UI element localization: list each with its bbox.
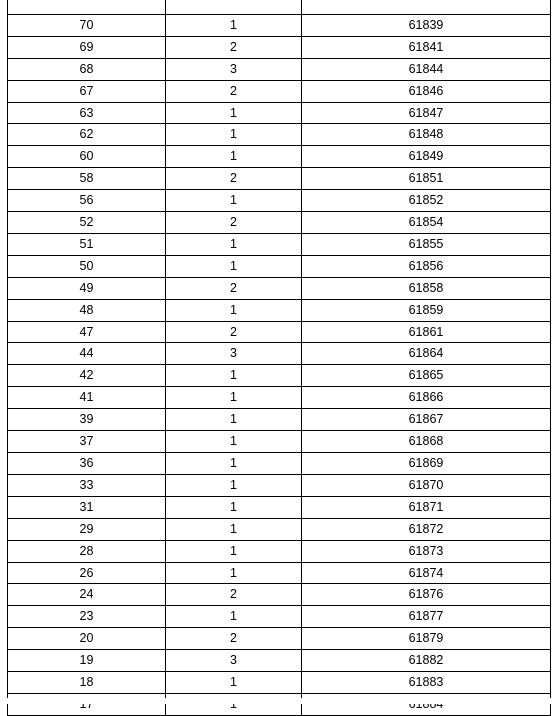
table-row	[8, 628, 551, 650]
table-cell: 61867	[302, 409, 551, 431]
table-row	[8, 124, 551, 146]
table-cell: 1	[166, 365, 302, 387]
table-cell: 51	[8, 233, 166, 255]
score-table	[7, 0, 551, 716]
table-cell: 61854	[302, 212, 551, 234]
table-cell: 1	[166, 562, 302, 584]
table-cell: 68	[8, 58, 166, 80]
table-cell: 37	[8, 431, 166, 453]
table-cell: 63	[8, 102, 166, 124]
table-cell: 28	[8, 540, 166, 562]
table-row	[8, 233, 551, 255]
table-cell: 1	[166, 255, 302, 277]
table-row	[8, 540, 551, 562]
table-cell: 1	[166, 474, 302, 496]
table-cell: 19	[8, 650, 166, 672]
table-cell: 3	[166, 650, 302, 672]
table-cell: 1	[166, 102, 302, 124]
table-row	[8, 474, 551, 496]
table-cell	[166, 693, 302, 715]
table-body	[8, 0, 551, 715]
score-table-container	[7, 0, 550, 696]
table-cell: 61870	[302, 474, 551, 496]
table-row	[8, 672, 551, 694]
table-cell: 61847	[302, 102, 551, 124]
table-row	[8, 255, 551, 277]
table-cell: 39	[8, 409, 166, 431]
table-cell: 61872	[302, 518, 551, 540]
table-cell: 61871	[302, 496, 551, 518]
table-row	[8, 431, 551, 453]
table-cell: 67	[8, 80, 166, 102]
table-row	[8, 190, 551, 212]
table-cell: 61865	[302, 365, 551, 387]
table-cell: 31	[8, 496, 166, 518]
table-cell: 29	[8, 518, 166, 540]
table-cell: 61874	[302, 562, 551, 584]
table-row	[8, 409, 551, 431]
table-cell: 47	[8, 321, 166, 343]
table-cell	[302, 0, 551, 14]
table-cell: 1	[166, 190, 302, 212]
table-cell: 42	[8, 365, 166, 387]
table-cell: 61866	[302, 387, 551, 409]
table-row	[8, 606, 551, 628]
table-cell: 49	[8, 277, 166, 299]
table-cell: 61858	[302, 277, 551, 299]
table-cell	[8, 693, 166, 715]
table-row	[8, 496, 551, 518]
table-cell: 61869	[302, 453, 551, 475]
table-row	[8, 80, 551, 102]
table-cell: 1	[166, 124, 302, 146]
bottom-edge	[0, 698, 556, 704]
table-cell: 2	[166, 584, 302, 606]
table-cell: 61879	[302, 628, 551, 650]
table-cell: 2	[166, 277, 302, 299]
table-cell: 52	[8, 212, 166, 234]
table-row	[8, 212, 551, 234]
table-cell: 61848	[302, 124, 551, 146]
table-cell: 56	[8, 190, 166, 212]
table-cell: 1	[166, 409, 302, 431]
table-cell: 61855	[302, 233, 551, 255]
table-cell: 1	[166, 233, 302, 255]
table-row	[8, 146, 551, 168]
table-cell: 2	[166, 321, 302, 343]
table-cell: 33	[8, 474, 166, 496]
table-cell: 61839	[302, 14, 551, 36]
table-cell: 61841	[302, 36, 551, 58]
table-row	[8, 650, 551, 672]
table-cell: 1	[166, 431, 302, 453]
table-row-clipped	[8, 0, 551, 14]
table-cell: 61864	[302, 343, 551, 365]
table-cell: 23	[8, 606, 166, 628]
table-cell: 62	[8, 124, 166, 146]
table-row	[8, 277, 551, 299]
table-cell: 18	[8, 672, 166, 694]
table-cell: 70	[8, 14, 166, 36]
table-cell: 61868	[302, 431, 551, 453]
table-cell: 61877	[302, 606, 551, 628]
table-cell: 61883	[302, 672, 551, 694]
table-row	[8, 168, 551, 190]
table-cell: 1	[166, 606, 302, 628]
table-cell: 44	[8, 343, 166, 365]
table-cell: 61844	[302, 58, 551, 80]
table-row	[8, 387, 551, 409]
table-cell: 60	[8, 146, 166, 168]
table-row	[8, 299, 551, 321]
table-cell: 2	[166, 168, 302, 190]
table-cell: 3	[166, 343, 302, 365]
table-cell: 58	[8, 168, 166, 190]
table-cell: 41	[8, 387, 166, 409]
table-cell	[8, 0, 166, 14]
table-cell: 3	[166, 58, 302, 80]
table-cell: 61849	[302, 146, 551, 168]
table-row	[8, 14, 551, 36]
table-row	[8, 584, 551, 606]
table-cell: 1	[166, 672, 302, 694]
table-cell: 2	[166, 212, 302, 234]
table-row	[8, 321, 551, 343]
table-cell: 61856	[302, 255, 551, 277]
table-cell: 1	[166, 146, 302, 168]
table-cell: 61859	[302, 299, 551, 321]
table-cell: 1	[166, 496, 302, 518]
table-cell: 26	[8, 562, 166, 584]
table-row	[8, 343, 551, 365]
table-cell: 36	[8, 453, 166, 475]
table-cell: 61882	[302, 650, 551, 672]
table-cell: 48	[8, 299, 166, 321]
table-cell: 61851	[302, 168, 551, 190]
table-cell: 1	[166, 453, 302, 475]
table-row	[8, 58, 551, 80]
table-row	[8, 365, 551, 387]
table-row	[8, 518, 551, 540]
table-row	[8, 102, 551, 124]
table-row	[8, 453, 551, 475]
table-cell: 61846	[302, 80, 551, 102]
table-row	[8, 562, 551, 584]
table-cell	[302, 693, 551, 715]
table-cell: 20	[8, 628, 166, 650]
table-cell: 61861	[302, 321, 551, 343]
table-cell: 69	[8, 36, 166, 58]
table-cell: 24	[8, 584, 166, 606]
table-cell: 1	[166, 14, 302, 36]
table-cell: 1	[166, 540, 302, 562]
table-cell: 50	[8, 255, 166, 277]
table-cell: 2	[166, 628, 302, 650]
table-cell: 1	[166, 299, 302, 321]
table-cell: 61852	[302, 190, 551, 212]
table-cell: 61873	[302, 540, 551, 562]
table-cell: 1	[166, 387, 302, 409]
table-cell: 1	[166, 518, 302, 540]
table-cell: 2	[166, 80, 302, 102]
table-row	[8, 36, 551, 58]
table-cell: 2	[166, 36, 302, 58]
table-row	[8, 693, 551, 715]
table-cell	[166, 0, 302, 14]
table-cell: 61876	[302, 584, 551, 606]
